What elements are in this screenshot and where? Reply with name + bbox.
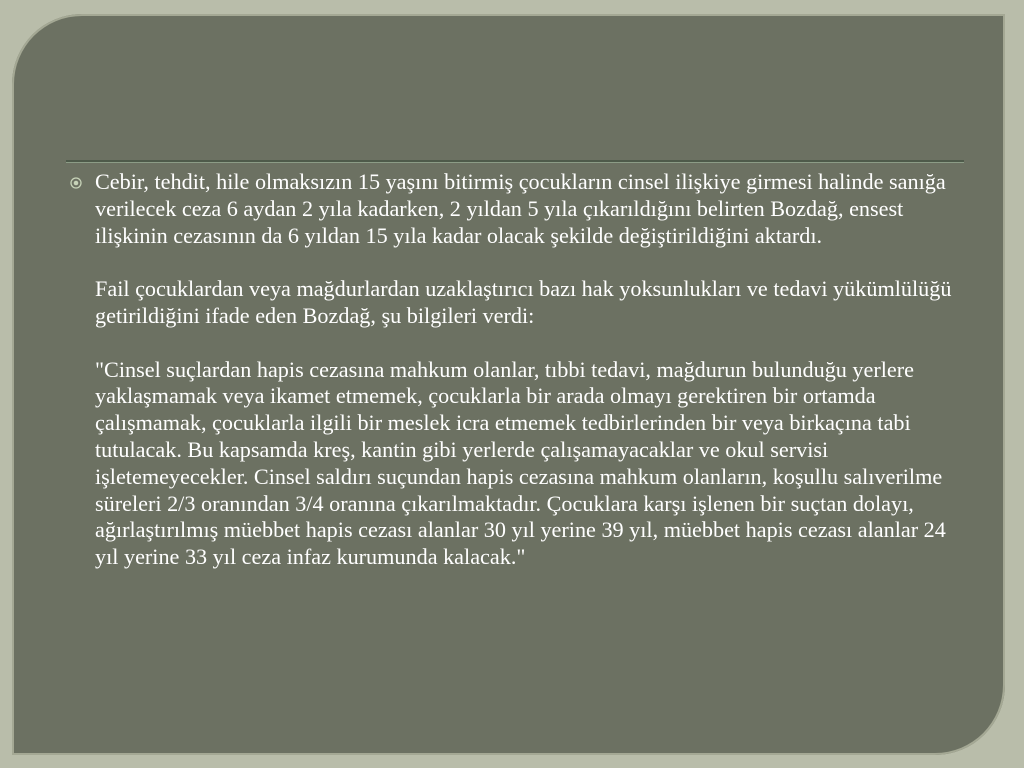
paragraph-1: Cebir, tehdit, hile olmaksızın 15 yaşını bitirmiş çocukların cinsel ilişkiye girmesi halinde sanığa verilecek ceza 6 aydan 2 yıla kadarken, 2 yıldan 5 yıla çıkarıldığını belirten Bozdağ, ensest ilişkinin cezasının da 6 yıldan 15 yıla kadar olacak şekilde değiştirildiğini aktardı. — [95, 169, 946, 248]
slide-content — [70, 169, 970, 571]
paragraph-3: "Cinsel suçlardan hapis cezasına mahkum olanlar, tıbbi tedavi, mağdurun bulunduğu yerlere yaklaşmamak veya ikamet etmemek, çocuklarla bir arada olmayı gerektiren bir ortamda çalışmamak, çocuklarla ilgili bir meslek icra etmemek tedbirlerinden bir veya birkaçına tabi tutulacak. Bu kapsamda kreş, kantin gibi yerlerde çalışamayacaklar ve okul servisi işletemeyecekler. Cinsel saldırı suçundan hapis cezasına mahkum olanların, koşullu salıverilme süreleri 2/3 oranından 3/4 oranına çıkarılmaktadır. Çocuklara karşı işlenen bir suçtan dolayı, ağırlaştırılmış müebbet hapis cezası alanlar 30 yıl yerine 39 yıl, müebbet hapis cezası alanlar 24 yıl yerine 33 yıl ceza infaz kurumunda kalacak." — [95, 356, 946, 570]
paragraph-2: Fail çocuklardan veya mağdurlardan uzaklaştırıcı bazı hak yoksunlukları ve tedavi yükümlülüğü getirildiğini ifade eden Bozdağ, şu bilgileri verdi: — [95, 276, 952, 328]
bullet-text — [95, 169, 970, 571]
title-divider — [66, 160, 964, 163]
slide-panel — [12, 14, 1005, 755]
target-bullet-icon — [70, 177, 82, 189]
bullet-item — [70, 169, 970, 571]
